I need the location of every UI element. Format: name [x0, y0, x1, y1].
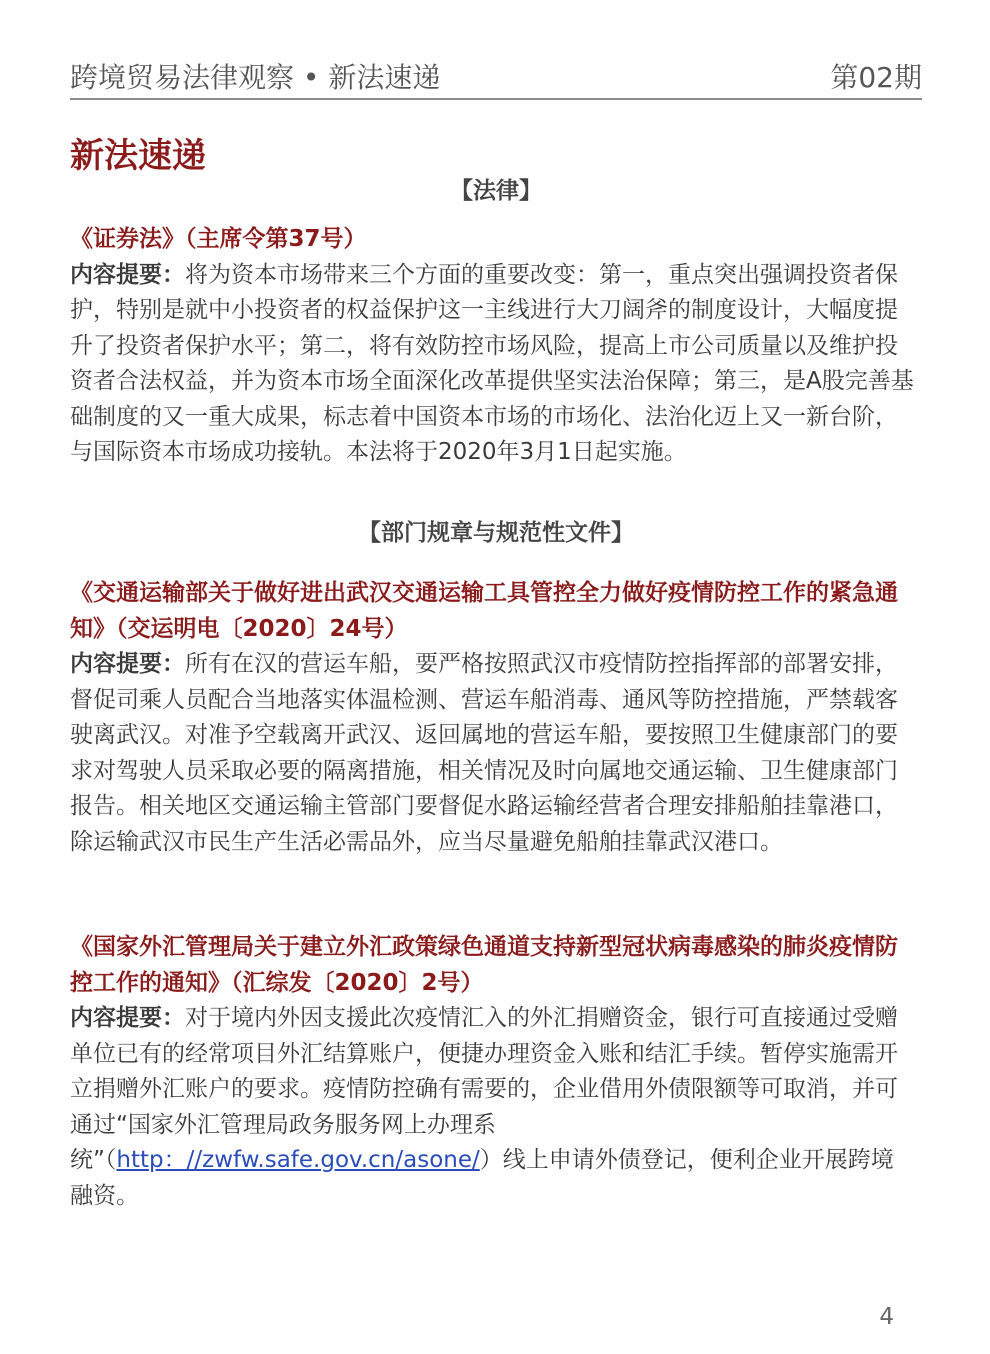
entry-transport-notice [70, 576, 916, 860]
entry-title: 《国家外汇管理局关于建立外汇政策绿色通道支持新型冠状病毒感染的肺炎疫情防控工作的通知》（汇综发〔2020〕2号） [70, 934, 898, 996]
summary-text-part1: 对于境内外因支援此次疫情汇入的外汇捐赠资金，银行可直接通过受赠单位已有的经常项目外汇结算账户，便捷办理资金入账和结汇手续。暂停实施需开立捐赠外汇账户的要求。疫情防控确有需要的，企业借用外债限额等可取消，并可通过“国家外汇管理局政务服务网上办理系统”（ [70, 1005, 898, 1173]
summary-label: 内容提要： [70, 1005, 185, 1031]
summary-text: 所有在汉的营运车船，要严格按照武汉市疫情防控指挥部的部署安排，督促司乘人员配合当地落实体温检测、营运车船消毒、通风等防控措施，严禁载客驶离武汉。对准予空载离开武汉、返回属地的营运车船，要按照卫生健康部门的要求对驾驶人员采取必要的隔离措施，相关情况及时向属地交通运输、卫生健康部门报告。相关地区交通运输主管部门要督促水路运输经营者合理安排船舶挂靠港口，除运输武汉市民生产生活必需品外，应当尽量避免船舶挂靠武汉港口。 [70, 651, 898, 855]
entry-summary [70, 647, 916, 860]
entry-title: 《证券法》（主席令第37号） [70, 226, 367, 252]
summary-text: 将为资本市场带来三个方面的重要改变：第一，重点突出强调投资者保护，特别是就中小投资者的权益保护这一主线进行大刀阔斧的制度设计，大幅度提升了投资者保护水平；第二，将有效防控市场风险，提高上市公司质量以及维护投资者合法权益，并为资本市场全面深化改革提供坚实法治保障；第三，是A股完善基础制度的又一重大成果，标志着中国资本市场的市场化、法治化迈上又一新台阶，与国际资本市场成功接轨。本法将于2020年3月1日起实施。 [70, 261, 914, 465]
category-law: 【法律】 [450, 178, 542, 204]
entry-summary [70, 1001, 916, 1214]
entry-securities-law [70, 222, 916, 471]
summary-label: 内容提要： [70, 651, 185, 677]
header-title: 跨境贸易法律观察 • 新法速递 [70, 61, 441, 94]
entry-summary [70, 258, 916, 471]
summary-text-part2: ）线上申请外债登记，便利企业开展跨境融资。 [70, 1147, 894, 1209]
page-number: 4 [879, 1304, 894, 1330]
category-regulations: 【部门规章与规范性文件】 [358, 520, 634, 546]
summary-label: 内容提要： [70, 261, 185, 288]
entry-forex-notice [70, 930, 916, 1214]
section-title: 新法速递 [70, 136, 206, 176]
issue-number: 第02期 [830, 61, 922, 94]
forex-system-link[interactable]: http：//zwfw.safe.gov.cn/asone/ [116, 1147, 480, 1173]
entry-title: 《交通运输部关于做好进出武汉交通运输工具管控全力做好疫情防控工作的紧急通知》（交运明电〔2020〕24号） [70, 580, 898, 642]
page-header [70, 52, 922, 100]
